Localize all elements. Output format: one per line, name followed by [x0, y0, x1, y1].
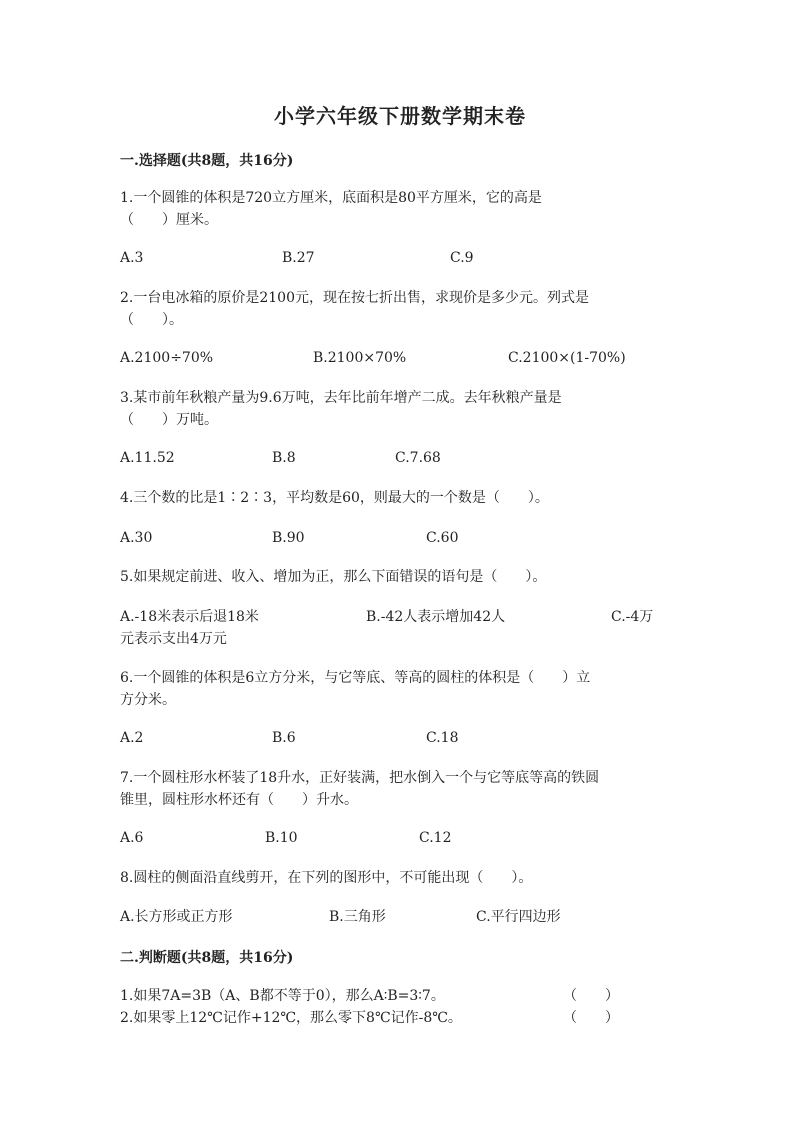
option-c[interactable]: C.平行四边形 — [476, 909, 561, 925]
option-c[interactable]: C.9 — [450, 250, 474, 266]
question-text-cont: （ ）厘米。 — [120, 212, 218, 228]
option-a[interactable]: A.6 — [120, 830, 144, 846]
option-c[interactable]: C.7.68 — [395, 450, 441, 466]
answer-blank[interactable]: （ ） — [563, 988, 619, 1004]
question-5-option-c-cont: 元表示支出4万元 — [120, 631, 227, 647]
question-text: 7.一个圆柱形水杯装了18升水，正好装满，把水倒入一个与它等底等高的铁圆 — [120, 770, 600, 786]
question-2 — [120, 287, 680, 331]
question-text-cont: （ ）万吨。 — [120, 412, 218, 428]
option-b[interactable]: B.6 — [272, 730, 296, 746]
question-2-options — [120, 347, 680, 369]
option-a[interactable]: A.2 — [120, 730, 144, 746]
option-c[interactable]: C.-4万 — [611, 609, 654, 625]
option-a[interactable]: A.30 — [120, 530, 153, 546]
answer-blank[interactable]: （ ） — [563, 1010, 619, 1026]
question-8-options — [120, 906, 680, 928]
option-a[interactable]: A.长方形或正方形 — [120, 909, 233, 925]
question-7 — [120, 767, 680, 811]
option-c[interactable]: C.12 — [419, 830, 452, 846]
question-5 — [120, 566, 680, 588]
question-text: 2.一台电冰箱的原价是2100元，现在按七折出售，求现价是多少元。列式是 — [120, 290, 589, 306]
question-8 — [120, 867, 680, 889]
question-3-options — [120, 447, 680, 469]
question-1 — [120, 187, 680, 231]
question-text: 6.一个圆锥的体积是6立方分米，与它等底、等高的圆柱的体积是（ ）立 — [120, 670, 591, 686]
question-4 — [120, 487, 680, 509]
section-heading-choice: 一.选择题(共8题，共16分) — [120, 153, 294, 169]
option-c[interactable]: C.18 — [426, 730, 459, 746]
question-text: 5.如果规定前进、收入、增加为正，那么下面错误的语句是（ ）。 — [120, 569, 547, 585]
judgement-item-1 — [120, 985, 620, 1007]
page-title: 小学六年级下册数学期末卷 — [274, 104, 526, 128]
question-5-options — [120, 606, 680, 628]
question-7-options — [120, 827, 680, 849]
option-a[interactable]: A.11.52 — [120, 450, 175, 466]
question-6 — [120, 667, 680, 711]
question-text: 3.某市前年秋粮产量为9.6万吨，去年比前年增产二成。去年秋粮产量是 — [120, 390, 562, 406]
question-text: 1.一个圆锥的体积是720立方厘米，底面积是80平方厘米，它的高是 — [120, 190, 542, 206]
judgement-text: 2.如果零上12℃记作+12℃，那么零下8℃记作-8℃。 — [120, 1010, 462, 1026]
question-4-options — [120, 527, 680, 549]
question-6-options — [120, 727, 680, 749]
option-c[interactable]: C.60 — [426, 530, 459, 546]
question-text: 4.三个数的比是1∶2∶3，平均数是60，则最大的一个数是（ ）。 — [120, 490, 549, 506]
option-c[interactable]: C.2100×(1-70%) — [508, 350, 626, 366]
section-heading-judgement: 二.判断题(共8题，共16分) — [120, 950, 294, 966]
option-a[interactable]: A.-18米表示后退18米 — [120, 609, 259, 625]
option-a[interactable]: A.2100÷70% — [120, 350, 214, 366]
option-b[interactable]: B.10 — [265, 830, 298, 846]
question-1-options — [120, 247, 680, 269]
question-text-cont: 方分米。 — [120, 692, 176, 708]
question-text-cont: （ ）。 — [120, 312, 183, 328]
option-b[interactable]: B.90 — [272, 530, 305, 546]
option-b[interactable]: B.-42人表示增加42人 — [366, 609, 506, 625]
option-a[interactable]: A.3 — [120, 250, 144, 266]
judgement-text: 1.如果7A=3B（A、B都不等于0），那么A∶B=3∶7。 — [120, 988, 445, 1004]
option-b[interactable]: B.8 — [272, 450, 296, 466]
option-b[interactable]: B.三角形 — [329, 909, 386, 925]
option-b[interactable]: B.2100×70% — [313, 350, 407, 366]
question-text: 8.圆柱的侧面沿直线剪开，在下列的图形中，不可能出现（ ）。 — [120, 870, 533, 886]
question-3 — [120, 387, 680, 431]
question-text-cont: 锥里，圆柱形水杯还有（ ）升水。 — [120, 792, 358, 808]
option-b[interactable]: B.27 — [282, 250, 315, 266]
judgement-item-2 — [120, 1007, 620, 1029]
